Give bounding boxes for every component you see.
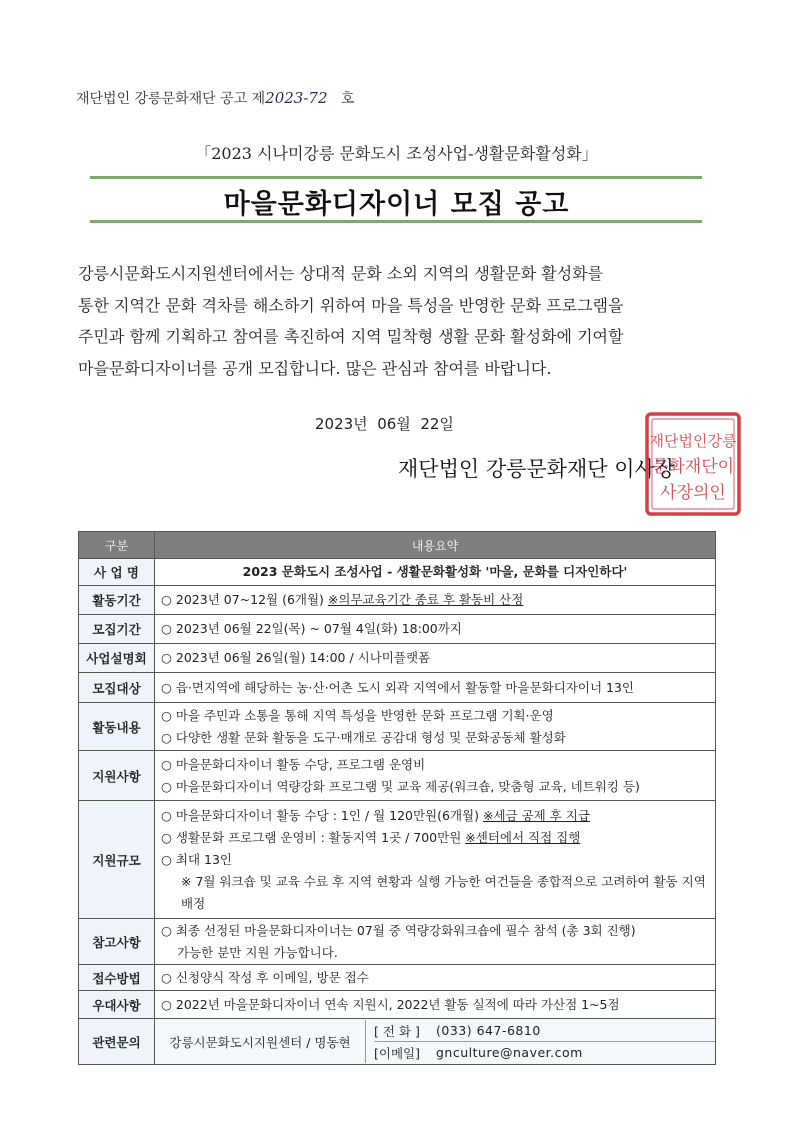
doc-number <box>76 88 354 108</box>
phone-label: [ 전 화 ] <box>374 1023 420 1039</box>
row-label: 사업설명회 <box>79 644 155 673</box>
issuer-name: 재단법인 강릉문화재단 이사장 <box>398 457 676 481</box>
submission-value: ○ 신청양식 작성 후 이메일, 방문 접수 <box>155 965 716 991</box>
scale-line <box>161 805 709 827</box>
title-bottom-rule <box>90 220 702 223</box>
contact-email-row <box>374 1041 715 1063</box>
period-value: ○ 2023년 07~12월 (6개월) <box>161 592 328 607</box>
period-cell <box>155 586 716 615</box>
project-name-value: 2023 문화도시 조성사업 - 생활문화활성화 '마을, 문화를 디자인하다' <box>155 559 716 586</box>
row-label: 참고사항 <box>79 919 155 965</box>
scale-line <box>161 827 709 849</box>
period-note: ※의무교육기간 종료 후 활동비 산정 <box>327 592 524 607</box>
scale-allowance: ○ 마을문화디자이너 활동 수당 : 1인 / 월 120만원(6개월) <box>161 807 483 823</box>
table-row <box>79 586 716 615</box>
table-row <box>79 1019 716 1065</box>
seal-text: 재단법인강릉 <box>649 432 737 450</box>
summary-table <box>78 531 716 1065</box>
page-title: 마을문화디자이너 모집 공고 <box>223 189 570 220</box>
row-label: 지원사항 <box>79 751 155 801</box>
support-cell <box>155 751 716 801</box>
row-label: 활동기간 <box>79 586 155 615</box>
title-top-rule <box>90 176 702 179</box>
contact-details <box>365 1020 715 1063</box>
table-row <box>79 644 716 673</box>
briefing-value: ○ 2023년 06월 26일(월) 14:00 / 시나미플랫폼 <box>155 644 716 673</box>
support-line: ○ 마을문화디자이너 활동 수당, 프로그램 운영비 <box>161 756 426 772</box>
table-row <box>79 559 716 586</box>
target-value: ○ 읍·면지역에 해당하는 농·산·어촌 도시 외곽 지역에서 활동할 마을문화디자이너 13인 <box>155 673 716 703</box>
row-label: 우대사항 <box>79 991 155 1019</box>
scale-allowance-note: ※세금 공제 후 지급 <box>482 807 590 823</box>
phone-value[interactable]: (033) 647-6810 <box>436 1023 541 1038</box>
scale-budget: ○ 생활문화 프로그램 운영비 : 활동지역 1곳 / 700만원 <box>161 829 466 845</box>
row-label: 사 업 명 <box>79 559 155 586</box>
intro-line: 통한 지역간 문화 격차를 해소하기 위하여 마을 특성을 반영한 문화 프로그램을 <box>78 295 624 315</box>
table-row <box>79 751 716 801</box>
intro-paragraph <box>78 258 728 384</box>
support-line: ○ 마을문화디자이너 역량강화 프로그램 및 교육 제공(워크숍, 맞춤형 교육, 네트워킹 등) <box>161 778 640 794</box>
activity-line: ○ 다양한 생활 문화 활동을 도구·매개로 공감대 형성 및 문화공동체 활성화 <box>161 729 566 745</box>
seal-text: 문화재단이 <box>651 457 735 477</box>
row-label: 지원규모 <box>79 801 155 919</box>
official-seal <box>643 410 743 518</box>
scale-cell <box>155 801 716 919</box>
row-label: 접수방법 <box>79 965 155 991</box>
row-label: 활동내용 <box>79 703 155 751</box>
contact-phone-row <box>374 1020 715 1041</box>
intro-line: 마을문화디자이너를 공개 모집합니다. 많은 관심과 참여를 바랍니다. <box>78 358 552 378</box>
activity-line: ○ 마을 주민과 소통을 통해 지역 특성을 반영한 문화 프로그램 기획·운영 <box>161 707 554 723</box>
contact-org: 강릉시문화도시지원센터 / 명동현 <box>169 1034 351 1050</box>
table-row <box>79 801 716 919</box>
row-label: 모집대상 <box>79 673 155 703</box>
scale-remark: ※ 7월 워크숍 및 교육 수료 후 지역 현황과 실행 가능한 여건들을 종합적으로 고려하여 활동 지역 배정 <box>181 873 706 911</box>
intro-line: 강릉시문화도시지원센터에서는 상대적 문화 소외 지역의 생활문화 활성화를 <box>78 264 604 283</box>
table-row <box>79 615 716 644</box>
preference-value: ○ 2022년 마을문화디자이너 연속 지원시, 2022년 활동 실적에 따라 가산점 1~5점 <box>155 991 716 1019</box>
email-value[interactable]: gnculture@naver.com <box>436 1045 583 1060</box>
subtitle: 「2023 시나미강릉 문화도시 조성사업-생활문화활성화」 <box>195 144 598 163</box>
table-row <box>79 919 716 965</box>
reference-line: 가능한 분만 지원 가능합니다. <box>177 944 338 960</box>
header-category: 구분 <box>79 532 155 559</box>
doc-number-suffix: 호 <box>340 91 355 107</box>
scale-max: ○ 최대 13인 <box>161 851 232 867</box>
table-row <box>79 991 716 1019</box>
table-row <box>79 703 716 751</box>
table-row <box>79 673 716 703</box>
seal-text: 사장의인 <box>660 483 726 503</box>
intro-line: 주민과 함께 기획하고 참여를 촉진하여 지역 밀착형 생활 문화 활성화에 기여할 <box>78 327 624 346</box>
scale-budget-note: ※센터에서 직접 집행 <box>465 829 581 845</box>
announcement-date: 2023년 06월 22일 <box>315 415 454 433</box>
recruit-period-value: ○ 2023년 06월 22일(목) ~ 07월 4일(화) 18:00까지 <box>155 615 716 644</box>
contact-cell <box>155 1019 716 1065</box>
table-header-row <box>79 532 716 559</box>
table-row <box>79 965 716 991</box>
contact-grid <box>155 1020 715 1063</box>
row-label: 관련문의 <box>79 1019 155 1065</box>
header-summary: 내용요약 <box>155 532 716 559</box>
doc-number-handwritten: 2023-72 <box>265 89 328 107</box>
doc-number-prefix: 재단법인 강릉문화재단 공고 제 <box>76 91 266 107</box>
activities-cell <box>155 703 716 751</box>
reference-cell <box>155 919 716 965</box>
email-label: [이메일] <box>374 1045 420 1061</box>
row-label: 모집기간 <box>79 615 155 644</box>
reference-line: ○ 최종 선정된 마을문화디자이너는 07월 중 역량강화워크숍에 필수 참석 (총 3회 진행) <box>161 922 636 938</box>
